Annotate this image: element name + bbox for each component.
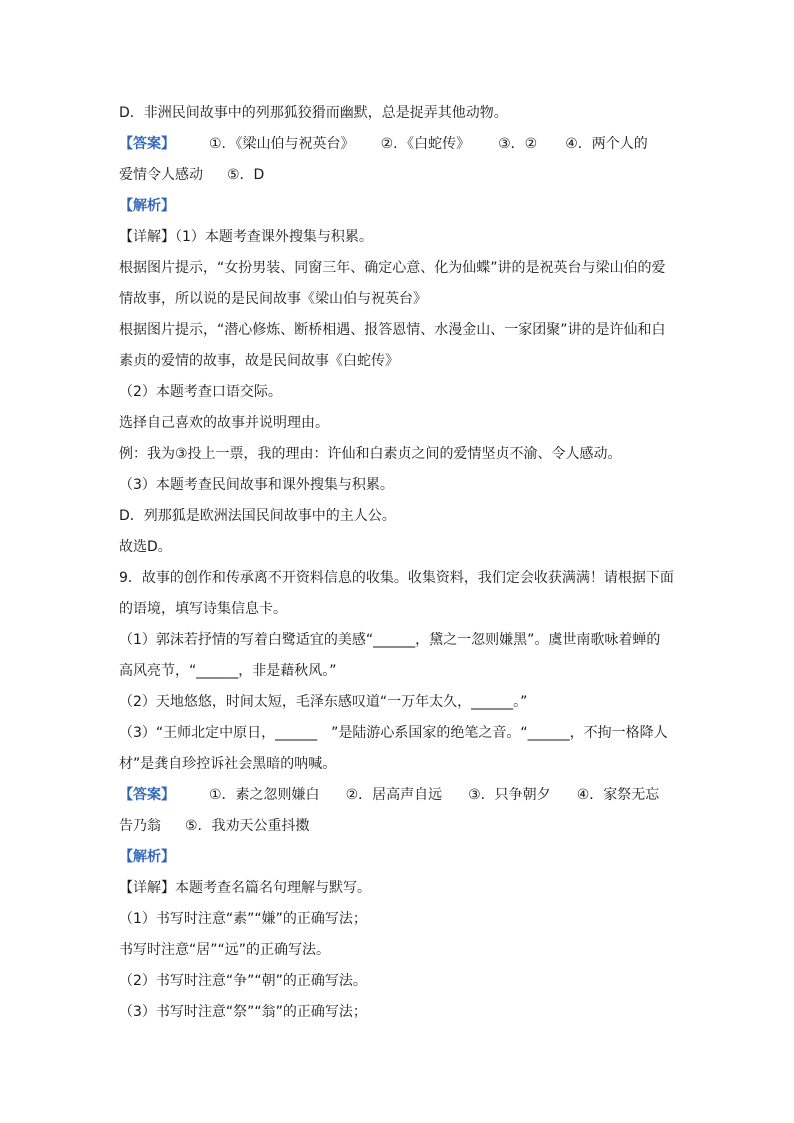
paragraph-line: 故选D。 — [119, 539, 172, 555]
paragraph-line: （2）书写时注意“争”“朝”的正确写法。 — [119, 973, 367, 989]
detail-tag: 【详解】 — [119, 880, 175, 896]
paragraph-line: （3）本题考查民间故事和课外搜集与积累。 — [119, 477, 394, 493]
analysis-tag-line — [119, 197, 679, 215]
answer-line-1: 【答案】 ①．《梁山伯与祝英台》 ②．《白蛇传》 ③．② ④．两个人的 — [119, 136, 648, 152]
analysis-tag-line — [119, 848, 679, 866]
question-9-2-line: （2）天地悠悠，时间太短，毛泽东感叹道“一万年太久，______。” — [119, 694, 528, 710]
answer-line-1-cont: 爱情令人感动 ⑤．D — [119, 167, 265, 183]
detail-line: 【详解】（1）本题考查课外搜集与积累。 — [119, 229, 373, 245]
paragraph-line: 根据图片提示，“女扮男装、同窗三年、确定心意、化为仙蝶”讲的是祝英台与梁山伯的爱 — [119, 260, 666, 276]
paragraph-line: 根据图片提示，“潜心修炼、断桥相遇、报答恩情、水漫金山、一家团聚”讲的是许仙和白 — [119, 322, 666, 338]
question-9-1-line: 高风亮节，“______，非是藉秋风。” — [119, 663, 337, 679]
detail-line: 【详解】本题考查名篇名句理解与默写。 — [119, 880, 371, 896]
question-9-1-line: （1）郭沫若抒情的写着白鹭适宜的美感“______，黛之一忽则嫌黑”。虞世南歌咏着蝉的 — [119, 632, 661, 648]
paragraph-line: D．列那狐是欧洲法国民间故事中的主人公。 — [119, 508, 396, 524]
detail-tag: 【详解】 — [119, 229, 175, 245]
question-9-3-line: 材”是龚自珍控诉社会黑暗的呐喊。 — [119, 756, 337, 772]
answer-line-2: 【答案】 ①．素之忽则嫌白 ②．居高声自远 ③．只争朝夕 ④．家祭无忘 — [119, 787, 660, 803]
paragraph-line: （1）书写时注意“素”“嫌”的正确写法； — [119, 911, 367, 927]
paragraph-line: （3）书写时注意“祭”“翁”的正确写法； — [119, 1004, 367, 1020]
answer-tag: 【答案】 — [119, 787, 175, 803]
paragraph-line: 选择自己喜欢的故事并说明理由。 — [119, 415, 329, 431]
paragraph-line: 素贞的爱情的故事，故是民间故事《白蛇传》 — [119, 353, 399, 369]
answer-line-2-cont: 告乃翁 ⑤．我劝天公重抖擞 — [119, 818, 310, 834]
paragraph-line: （2）本题考查口语交际。 — [119, 384, 282, 400]
paragraph-line: 书写时注意“居”“远”的正确写法。 — [119, 942, 331, 958]
analysis-tag: 【解析】 — [119, 198, 175, 214]
paragraph-line: 例：我为③投上一票，我的理由：许仙和白素贞之间的爱情坚贞不渝、令人感动。 — [119, 446, 622, 462]
question-9-3-line: （3）“王师北定中原日，______ ”是陆游心系国家的绝笔之音。“______，不拘一格降人 — [119, 725, 668, 741]
question-9-line: 的语境，填写诗集信息卡。 — [119, 601, 287, 617]
answer-tag: 【答案】 — [119, 136, 175, 152]
question-9-line: 9．故事的创作和传承离不开资料信息的收集。收集资料，我们定会收获满满！请根据下面 — [119, 570, 674, 586]
option-d-line: D．非洲民间故事中的列那狐狡猾而幽默，总是捉弄其他动物。 — [119, 105, 508, 121]
analysis-tag: 【解析】 — [119, 849, 175, 865]
paragraph-line: 情故事，所以说的是民间故事《梁山伯与祝英台》 — [119, 291, 427, 307]
